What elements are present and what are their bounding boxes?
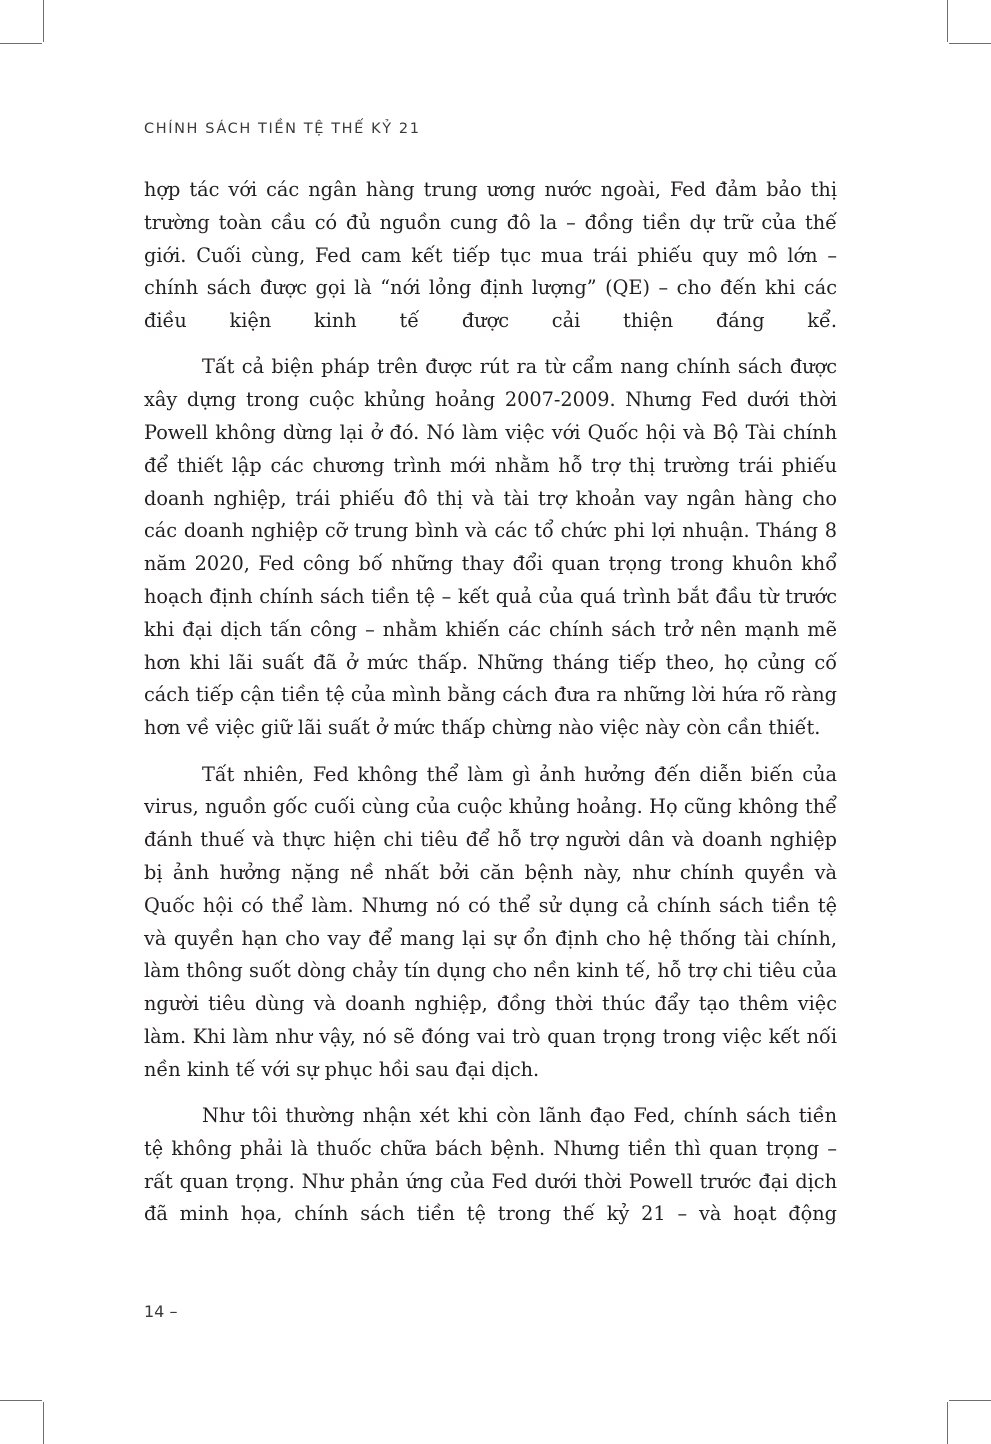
body-text bbox=[144, 174, 837, 1231]
crop-mark-bottom-left-vertical bbox=[43, 1402, 44, 1444]
running-head: CHÍNH SÁCH TIỀN TỆ THẾ KỶ 21 bbox=[144, 121, 421, 137]
paragraph: Tất cả biện pháp trên được rút ra từ cẩm nang chính sách được xây dựng trong cuộc khủng hoảng 2007-2009. Nhưng Fed dưới thời Powell không dừng lại ở đó. Nó làm việc với Quốc hội và Bộ Tài chính để thiết lập các chương trình mới nhằm hỗ trợ thị trường trái phiếu doanh nghiệp, trái phiếu đô thị và tài trợ khoản vay ngân hàng cho các doanh nghiệp cỡ trung bình và các tổ chức phi lợi nhuận. Tháng 8 năm 2020, Fed công bố những thay đổi quan trọng trong khuôn khổ hoạch định chính sách tiền tệ – kết quả của quá trình bắt đầu từ trước khi đại dịch tấn công – nhằm khiến các chính sách trở nên mạnh mẽ hơn khi lãi suất đã ở mức thấp. Những tháng tiếp theo, họ củng cố cách tiếp cận tiền tệ của mình bằng cách đưa ra những lời hứa rõ ràng hơn về việc giữ lãi suất ở mức thấp chừng nào việc này còn cần thiết. bbox=[144, 355, 837, 740]
crop-mark-bottom-left-horizontal bbox=[0, 1400, 42, 1401]
paragraph-continuation: hợp tác với các ngân hàng trung ương nước ngoài, Fed đảm bảo thị trường toàn cầu có đủ nguồn cung đô la – đồng tiền dự trữ của thế giới. Cuối cùng, Fed cam kết tiếp tục mua trái phiếu quy mô lớn – chính sách được gọi là “nới lỏng định lượng” (QE) – cho đến khi các điều kiện kinh tế được cải thiện đáng kể. bbox=[144, 178, 837, 333]
crop-mark-bottom-right-horizontal bbox=[949, 1400, 991, 1401]
crop-mark-top-right-horizontal bbox=[949, 43, 991, 44]
crop-mark-top-left-horizontal bbox=[0, 43, 42, 44]
paragraph: Tất nhiên, Fed không thể làm gì ảnh hưởng đến diễn biến của virus, nguồn gốc cuối cùng của cuộc khủng hoảng. Họ cũng không thể đánh thuế và thực hiện chi tiêu để hỗ trợ người dân và doanh nghiệp bị ảnh hưởng nặng nề nhất bởi căn bệnh này, như chính quyền và Quốc hội có thể làm. Nhưng nó có thể sử dụng cả chính sách tiền tệ và quyền hạn cho vay để mang lại sự ổn định cho hệ thống tài chính, làm thông suốt dòng chảy tín dụng cho nền kinh tế, hỗ trợ chi tiêu của người tiêu dùng và doanh nghiệp, đồng thời thúc đẩy tạo thêm việc làm. Khi làm như vậy, nó sẽ đóng vai trò quan trọng trong việc kết nối nền kinh tế với sự phục hồi sau đại dịch. bbox=[144, 762, 837, 1081]
crop-mark-top-right-vertical bbox=[947, 0, 948, 42]
crop-mark-top-left-vertical bbox=[43, 0, 44, 42]
paragraph: Như tôi thường nhận xét khi còn lãnh đạo Fed, chính sách tiền tệ không phải là thuốc chữa bách bệnh. Nhưng tiền thì quan trọng – rất quan trọng. Như phản ứng của Fed dưới thời Powell trước đại dịch đã minh họa, chính sách tiền tệ trong thế kỷ 21 – và hoạt động bbox=[144, 1104, 837, 1226]
page-number: 14 – bbox=[144, 1302, 178, 1321]
crop-mark-bottom-right-vertical bbox=[947, 1402, 948, 1444]
